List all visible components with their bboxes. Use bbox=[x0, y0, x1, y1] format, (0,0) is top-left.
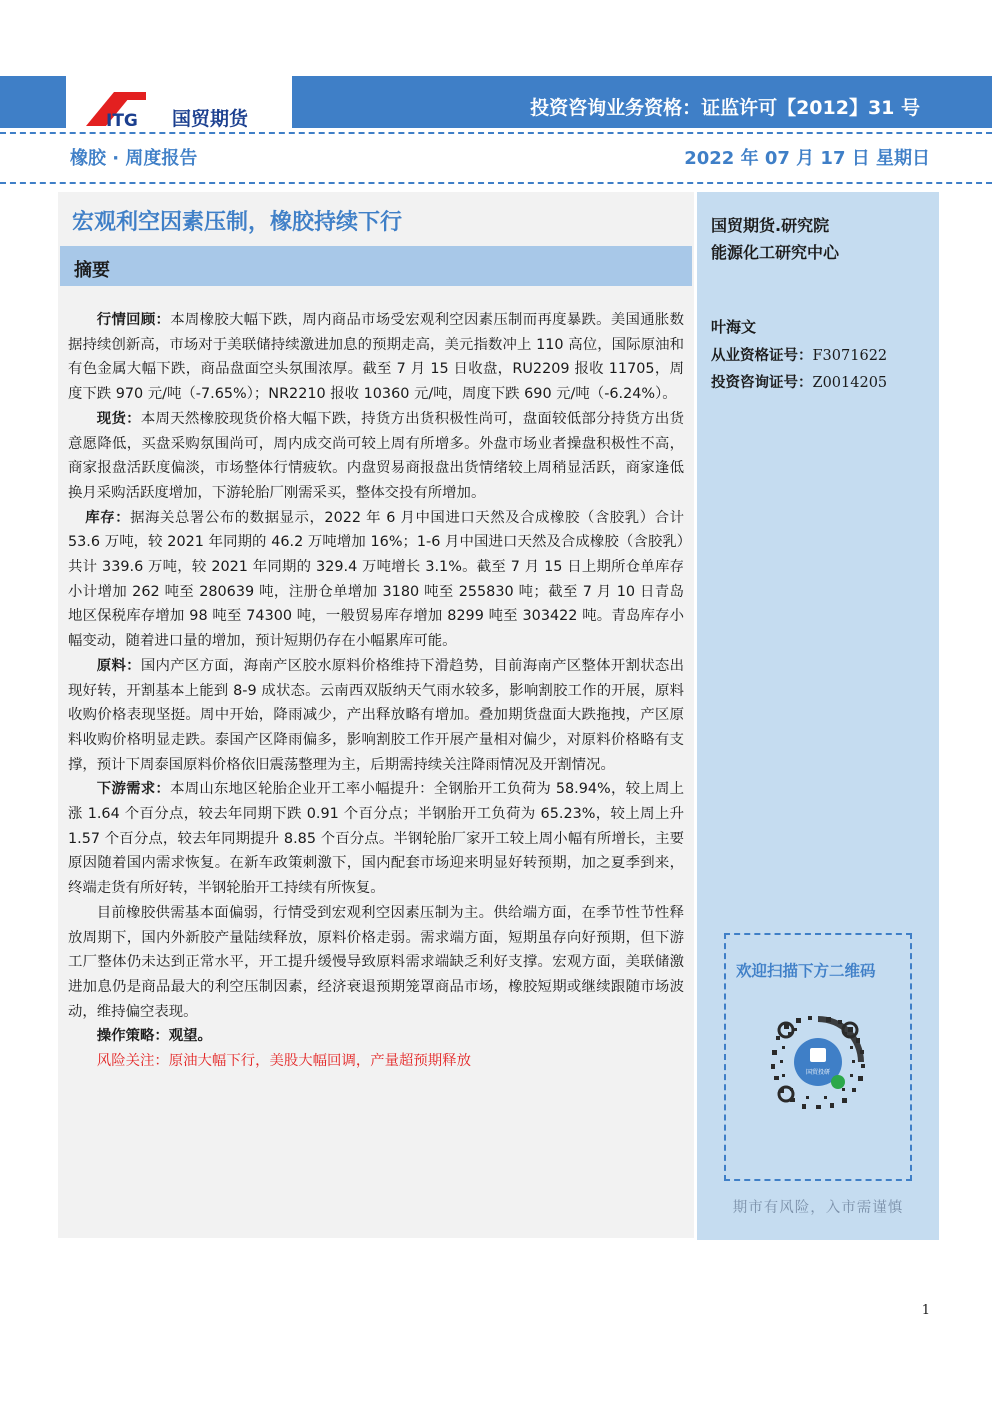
itg-logo-icon bbox=[80, 88, 150, 128]
paragraph-lead: 下游需求： bbox=[96, 781, 171, 798]
cert-label: 从业资格证号： bbox=[711, 348, 813, 364]
paragraph-text: 观望。 bbox=[168, 1028, 212, 1045]
paragraph-text: 本周橡胶大幅下跌，周内商品市场受宏观利空因素压制而再度暴跌。美国通胀数据持续创新高，市场对于美联储持续激进加息的预期走高，美元指数冲上 110 高位，国际原油和有色金属大幅下跌，商品盘面空头氛围浓厚。截至 7 月 15 日收盘，RU2209 报收 11705，周度下跌 970 元/吨（-7.65%）；NR2210 报收 10360 元/吨，周度下跌 690 元/吨（-6.24%）。 bbox=[68, 312, 684, 403]
paragraph-text: 本周天然橡胶现货价格大幅下跌，持货方出货积极性尚可，盘面较低部分持货方出货意愿降低，买盘采购氛围尚可，周内成交尚可较上周有所增多。外盘市场业者操盘积极性不高，商家报盘活跃度偏淡，市场整体行情疲软。内盘贸易商报盘出货情绪较上周稍显活跃，商家逢低换月采购活跃度增加，下游轮胎厂刚需采买，整体交投有所增加。 bbox=[68, 410, 684, 501]
report-date: 2022 年 07 月 17 日 星期日 bbox=[684, 148, 930, 169]
divider bbox=[0, 132, 992, 134]
abstract-bar bbox=[60, 246, 692, 286]
paragraph-raw-material bbox=[68, 654, 684, 778]
paragraph-text: 据海关总署公布的数据显示，2022 年 6 月中国进口天然及合成橡胶（含胶乳）合计 53.6 万吨，较 2021 年同期的 46.2 万吨增加 16%；1-6 月中国进口天然及合成橡胶（含胶乳）共计 339.6 万吨，较 2021 年同期的 329.4 万吨增长 3.1%。截至 7 月 15 日上期所仓单库存小计增加 262 吨至 280639 吨，注册仓单增加 3180 吨至 255830 吨；截至 7 月 10 日青岛地区保税库存增加 98 吨至 74300 吨，一般贸易库存增加 8299 吨至 303422 吨。青岛库存小幅变动，随着进口量的增加，预计短期仍存在小幅累库可能。 bbox=[68, 509, 684, 650]
cert-label: 投资咨询证号： bbox=[711, 375, 813, 391]
risk-warning: 期市有风险，入市需谨慎 bbox=[732, 1200, 904, 1216]
paragraph-lead: 原料： bbox=[96, 657, 141, 674]
analyst-certs bbox=[711, 343, 887, 397]
org-line: 能源化工研究中心 bbox=[711, 243, 840, 262]
cert-row bbox=[711, 343, 887, 370]
qr-code-icon[interactable] bbox=[766, 1010, 870, 1114]
paragraph-downstream bbox=[68, 777, 684, 901]
cert-value: F3071622 bbox=[812, 348, 888, 364]
side-org bbox=[711, 212, 839, 266]
paragraph-lead: 库存： bbox=[85, 509, 131, 526]
paragraph-lead: 现货： bbox=[96, 410, 141, 427]
paragraph-text: 国内产区方面，海南产区胶水原料价格维持下滑趋势，目前海南产区整体开割状态出现好转，开割基本上能到 8-9 成状态。云南西双版纳天气雨水较多，影响割胶工作的开展，原料收购价格表现坚挺。周中开始，降雨减少，产出释放略有增加。叠加期货盘面大跌拖拽，产区原料收购价格明显走跌。泰国产区降雨偏多，影响割胶工作开展产量相对偏少，对原料价格略有支撑，预计下周泰国原料价格依旧震荡整理为主，后期需持续关注降雨情况及开割情况。 bbox=[68, 657, 684, 773]
divider bbox=[0, 182, 992, 184]
logo-text: 国贸期货 bbox=[172, 108, 249, 130]
paragraph-text: 目前橡胶供需基本面偏弱，行情受到宏观利空因素压制为主。供给端方面，在季节性节性释放周期下，国内外新胶产量陆续释放，原料价格走弱。需求端方面，短期虽存向好预期，但下游工厂整体仍未达到正常水平，开工提升缓慢导致原料需求端缺乏利好支撑。宏观方面，美联储激进加息仍是商品最大的利空压制因素，经济衰退预期笼罩商品市场，橡胶短期或继续跟随市场波动，维持偏空表现。 bbox=[68, 904, 684, 1020]
cert-row bbox=[711, 370, 887, 397]
paragraph-text: 本周山东地区轮胎企业开工率小幅提升：全钢胎开工负荷为 58.94%，较上周上涨 1.64 个百分点，较去年同期下跌 0.91 个百分点；半钢胎开工负荷为 65.23%，较上周上升 1.57 个百分点，较去年同期提升 8.85 个百分点。半钢轮胎厂家开工较上周小幅有所增长，主要原因随着国内需求恢复。在新车政策刺激下，国内配套市场迎来明显好转预期，加之夏季到来，终端走货有所好转，半钢轮胎开工持续有所恢复。 bbox=[68, 781, 684, 897]
paragraph-lead: 操作策略： bbox=[96, 1028, 169, 1045]
paragraph-strategy bbox=[68, 1024, 684, 1049]
page-number: 1 bbox=[921, 1303, 930, 1318]
paragraph-inventory bbox=[68, 506, 684, 654]
abstract-body bbox=[68, 308, 684, 1074]
abstract-label: 摘要 bbox=[74, 260, 110, 281]
paragraph-market-review bbox=[68, 308, 684, 407]
paragraph-lead: 行情回顾： bbox=[96, 312, 171, 328]
analyst-name: 叶海文 bbox=[711, 318, 757, 336]
qr-center-label: 国贸投研 bbox=[805, 1069, 831, 1076]
paragraph-summary bbox=[68, 901, 684, 1025]
report-title: 宏观利空因素压制，橡胶持续下行 bbox=[72, 210, 403, 235]
logo-mark-letters: ITG bbox=[106, 111, 138, 128]
report-type: 橡胶 · 周度报告 bbox=[70, 148, 198, 169]
qr-prompt: 欢迎扫描下方二维码 bbox=[736, 962, 876, 980]
paragraph-spot bbox=[68, 407, 684, 506]
risk-line: 风险关注：原油大幅下行，美股大幅回调，产量超预期释放 bbox=[96, 1053, 471, 1070]
cert-value: Z0014205 bbox=[812, 375, 888, 391]
license-text: 投资咨询业务资格：证监许可【2012】31 号 bbox=[530, 97, 920, 119]
org-line: 国贸期货.研究院 bbox=[711, 216, 830, 235]
